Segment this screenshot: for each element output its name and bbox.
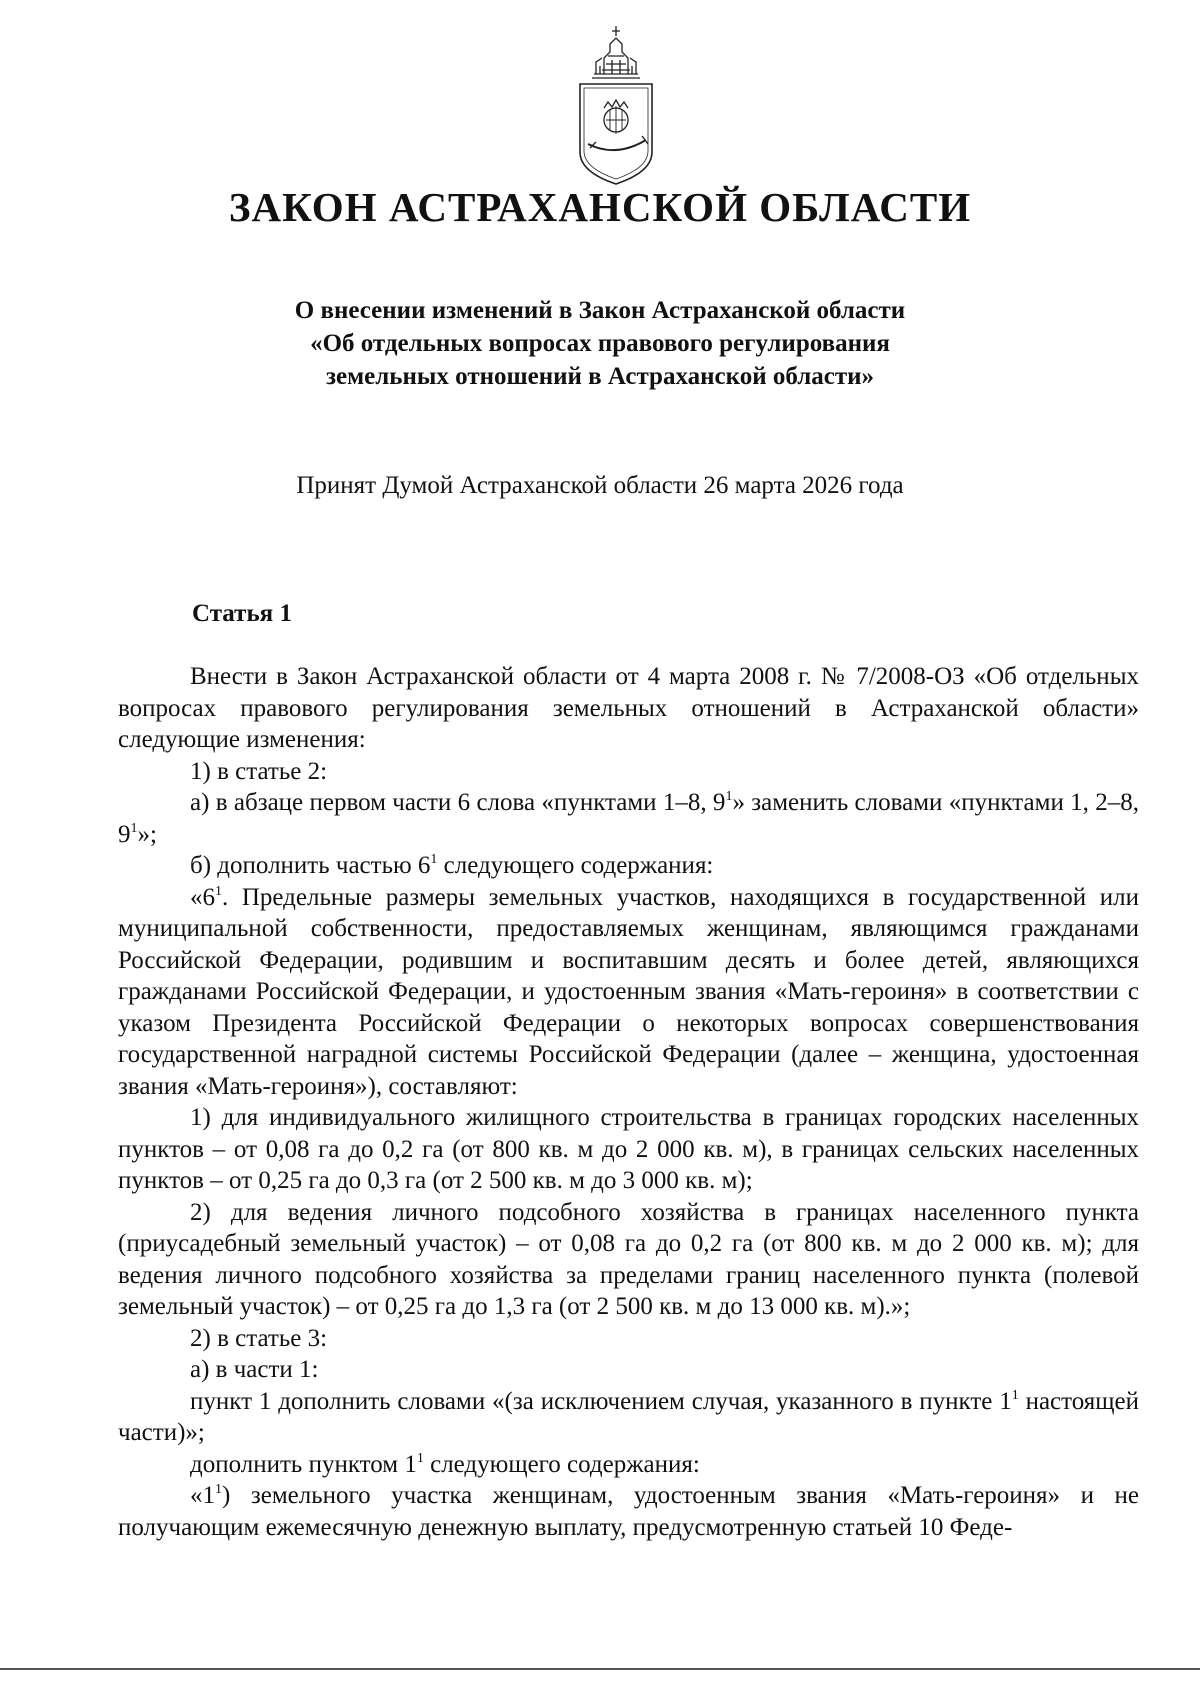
paragraph: 1) для индивидуального жилищного строительства в границах городских населенных пунктов – от 0,08 га до 0,2 га (от 800 кв. м до 2 000 кв. м), в границах сельских населенных пунктов – от 0,25 га до 0,3 га (от 2 500 кв. м до 3 000 кв. м); xyxy=(118,1104,1139,1194)
law-title: ЗАКОН АСТРАХАНСКОЙ ОБЛАСТИ xyxy=(228,184,972,230)
paragraph: а) в абзаце первом части 6 слова «пунктами 1–8, $9^1$» заменить словами «пунктами 1, 2–8, $9^1$»; xyxy=(118,789,1139,848)
law-subject xyxy=(0,294,1200,393)
paragraph: 2) в статье 3: xyxy=(190,1324,328,1352)
paragraph: «$6^1$. Предельные размеры земельных участков, находящихся в государственной или муниципальной собственности, предоставляемых женщинам, являющимся гражданами Российской Федерации, родившим и воспитавшим десять и более детей, являющихся гражданами Российской Федерации, и удостоенным звания «Мать-героиня» в соответствии с указом Президента Российской Федерации о некоторых вопросах совершенствования государственной наградной системы Российской Федерации (далее – женщина, удостоенная звания «Мать-героиня»), составляют: xyxy=(118,883,1139,1100)
paragraph: б) дополнить частью $6^1$ следующего содержания: xyxy=(190,852,714,879)
paragraph: дополнить пунктом $1^1$ следующего содержания: xyxy=(190,1450,700,1478)
paragraph: 1) в статье 2: xyxy=(190,757,328,785)
paragraph: пункт 1 дополнить словами «(за исключением случая, указанного в пункте $1^1$ настоящей части)»; xyxy=(118,1387,1139,1446)
law-subject-line: О внесении изменений в Закон Астраханской области xyxy=(294,297,906,324)
article-body xyxy=(118,661,1139,1543)
page-bottom-rule xyxy=(0,1668,1200,1670)
article-heading: Статья 1 xyxy=(192,600,292,627)
adoption-note: Принят Думой Астраханской области 26 марта 2026 года xyxy=(296,472,904,499)
law-subject-line: «Об отдельных вопросах правового регулирования xyxy=(310,330,890,357)
law-subject-line: земельных отношений в Астраханской области» xyxy=(325,363,875,390)
paragraph: «$1^1$) земельного участка женщинам, удостоенным звания «Мать-героиня» и не получающим ежемесячную денежную выплату, предусмотренную статьей 10 Феде- xyxy=(118,1482,1139,1541)
paragraph: Внести в Закон Астраханской области от 4 марта 2008 г. № 7/2008-ОЗ «Об отдельных вопросах правового регулирования земельных отношений в Астраханской области» следующие изменения: xyxy=(118,663,1139,753)
paragraph: а) в части 1: xyxy=(190,1356,319,1383)
paragraph: 2) для ведения личного подсобного хозяйства в границах населенного пункта (приусадебный земельный участок) – от 0,08 га до 0,2 га (от 800 кв. м до 2 000 кв. м); для ведения личного подсобного хозяйства за пределами границ населенного пункта (полевой земельный участок) – от 0,25 га до 1,3 га (от 2 500 кв. м до 13 000 кв. м).»; xyxy=(118,1198,1139,1320)
coat-of-arms-icon xyxy=(566,22,666,187)
